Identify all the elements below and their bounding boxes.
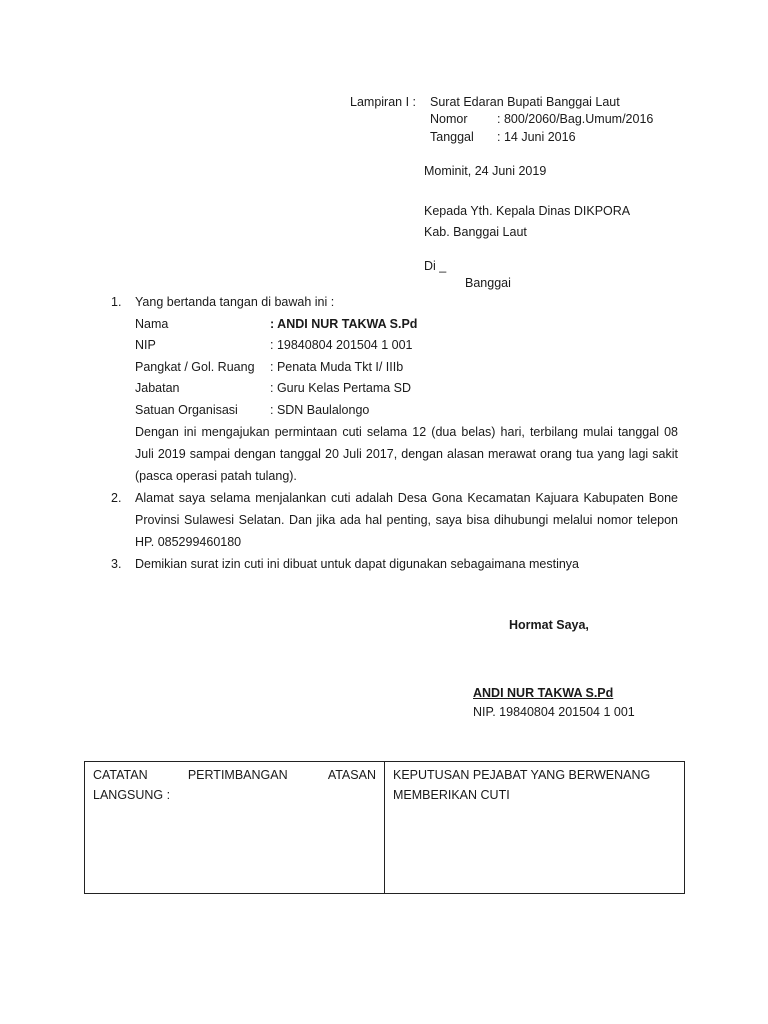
item-3-number: 3. <box>111 557 122 571</box>
superior-notes-word-3: ATASAN <box>327 768 376 782</box>
field-nama-value: : ANDI NUR TAKWA S.Pd <box>270 317 418 331</box>
item-3-paragraph: Demikian surat izin cuti ini dibuat untuk dapat digunakan sebagaimana mestinya <box>135 557 580 571</box>
item-2-paragraph: Alamat saya selama menjalankan cuti adalah Desa Gona Kecamatan Kajuara Kabupaten Bone Provinsi Sulawesi Selatan. Dan jika ada hal penting, saya bisa dihubungi melalui nomor telepon HP. 085299460180 <box>135 491 678 549</box>
field-jabatan-value: : Guru Kelas Pertama SD <box>270 381 412 395</box>
tanggal-label: Tanggal <box>430 130 474 144</box>
item-1-paragraph: Dengan ini mengajukan permintaan cuti selama 12 (dua belas) hari, terbilang mulai tanggal 08 Juli 2019 sampai dengan tanggal 20 Juli 2017, dengan alasan merawat orang tua yang lagi sakit (pasca operasi patah tulang). <box>135 425 678 483</box>
recipient-di: Di _ <box>424 259 447 273</box>
nomor-value: : 800/2060/Bag.Umum/2016 <box>497 112 654 126</box>
field-nama-label: Nama <box>135 317 169 331</box>
superior-notes-line-2: LANGSUNG : <box>93 788 171 802</box>
superior-notes-cell <box>85 762 385 893</box>
official-decision-cell <box>385 762 684 893</box>
nomor-label: Nomor <box>430 112 468 126</box>
superior-notes-word-1: CATATAN <box>93 768 148 782</box>
tanggal-value: : 14 Juni 2016 <box>497 130 576 144</box>
item-1-number: 1. <box>111 295 122 309</box>
official-decision-line-2: MEMBERIKAN CUTI <box>393 788 510 802</box>
approval-table <box>84 761 685 894</box>
signer-name: ANDI NUR TAKWA S.Pd <box>473 686 614 700</box>
closing-salutation: Hormat Saya, <box>509 618 589 632</box>
field-satuan-value: : SDN Baulalongo <box>270 403 370 417</box>
field-jabatan-label: Jabatan <box>135 381 180 395</box>
item-2-number: 2. <box>111 491 122 505</box>
field-nip-value: : 19840804 201504 1 001 <box>270 338 413 352</box>
superior-notes-word-2: PERTIMBANGAN <box>187 768 288 782</box>
lampiran-value: Surat Edaran Bupati Banggai Laut <box>430 95 620 109</box>
recipient-city: Banggai <box>465 276 511 290</box>
field-pangkat-label: Pangkat / Gol. Ruang <box>135 360 255 374</box>
field-satuan-label: Satuan Organisasi <box>135 403 238 417</box>
lampiran-label: Lampiran I : <box>350 95 417 109</box>
recipient-line-2: Kab. Banggai Laut <box>424 225 527 239</box>
field-nip-label: NIP <box>135 338 156 352</box>
field-pangkat-value: : Penata Muda Tkt I/ IIIb <box>270 360 404 374</box>
item-1-intro: Yang bertanda tangan di bawah ini : <box>135 295 335 309</box>
superior-notes-line-1 <box>93 765 376 785</box>
place-date: Mominit, 24 Juni 2019 <box>424 164 547 178</box>
official-decision-line-1: KEPUTUSAN PEJABAT YANG BERWENANG <box>393 768 651 782</box>
recipient-line-1: Kepada Yth. Kepala Dinas DIKPORA <box>424 204 631 218</box>
signer-nip: NIP. 19840804 201504 1 001 <box>473 705 635 719</box>
